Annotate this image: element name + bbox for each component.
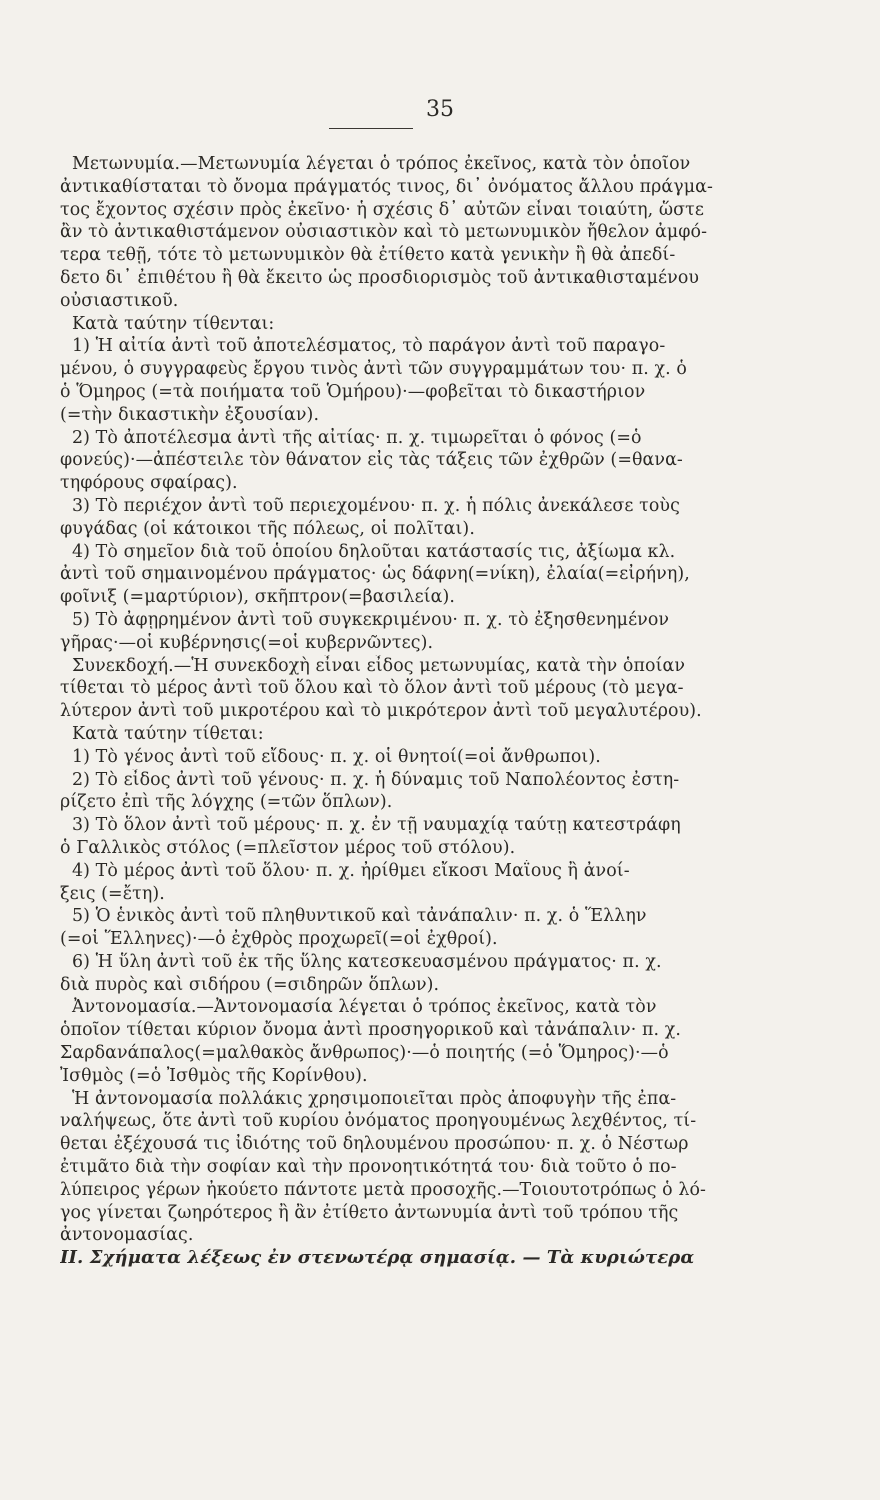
- text-line: φονεύς)·—ἀπέστειλε τὸν θάνατον εἰς τὰς τάξεις τῶν ἐχθρῶν (=θανα-: [60, 450, 683, 471]
- text-line: Ἀντονομασία.—Ἀντονομασία λέγεται ὁ τρόπος ἐκεῖνος, κατὰ τὸν: [72, 997, 657, 1018]
- text-line: ναλήψεως, ὅτε ἀντὶ τοῦ κυρίου ὀνόματος προηγουμένως λεχθέντος, τί-: [60, 1111, 697, 1132]
- page-number-rule: [329, 128, 413, 129]
- text-line: γῆρας·—οἱ κυβέρνησις(=οἱ κυβερνῶντες).: [60, 632, 434, 653]
- text-line: τηφόρους σφαίρας).: [60, 473, 238, 494]
- text-line: ὁ Γαλλικὸς στόλος (=πλεῖστον μέρος τοῦ στόλου).: [60, 837, 516, 858]
- text-line: Συνεκδοχή.—Ἡ συνεκδοχὴ εἶναι εἶδος μετωνυμίας, κατὰ τὴν ὁποίαν: [72, 655, 686, 676]
- text-line: Ἡ ἀντονομασία πολλάκις χρησιμοποιεῖται πρὸς ἀποφυγὴν τῆς ἐπα-: [72, 1088, 677, 1109]
- text-line: ἀντονομασίας.: [60, 1225, 194, 1246]
- text-line: τος ἔχοντος σχέσιν πρὸς ἐκεῖνο· ἡ σχέσις δ᾽ αὐτῶν εἶναι τοιαύτη, ὥστε: [60, 199, 704, 220]
- text-line: 3) Τὸ περιέχον ἀντὶ τοῦ περιεχομένου· π. χ. ἡ πόλις ἀνεκάλεσε τοὺς: [72, 495, 680, 516]
- text-line: Σαρδανάπαλος(=μαλθακὸς ἄνθρωπος)·—ὁ ποιητής (=ὁ Ὅμηρος)·—ὁ: [60, 1043, 669, 1064]
- text-line: (=οἱ Ἕλληνες)·—ὁ ἐχθρὸς προχωρεῖ(=οἱ ἐχθροί).: [60, 929, 498, 950]
- text-line: γος γίνεται ζωηρότερος ἢ ἂν ἐτίθετο ἀντωνυμία ἀντὶ τοῦ τρόπου τῆς: [60, 1202, 679, 1223]
- text-line: ἂν τὸ ἀντικαθιστάμενον οὐσιαστικὸν καὶ τὸ μετωνυμικὸν ἤθελον ἀμφό-: [60, 222, 708, 243]
- text-line: (=τὴν δικαστικὴν ἐξουσίαν).: [60, 404, 320, 425]
- text-line: ἀντικαθίσταται τὸ ὄνομα πράγματός τινος, δι᾽ ὀνόματος ἄλλου πράγμα-: [60, 176, 713, 197]
- text-line: μένου, ὁ συγγραφεὺς ἔργου τινὸς ἀντὶ τῶν συγγραμμάτων του· π. χ. ὁ: [60, 359, 687, 380]
- text-line: Κατὰ ταύτην τίθενται:: [72, 313, 275, 334]
- text-line: ἐτιμᾶτο διὰ τὴν σοφίαν καὶ τὴν προνοητικότητά του· διὰ τοῦτο ὁ πο-: [60, 1157, 677, 1178]
- text-line: ἀντὶ τοῦ σημαινομένου πράγματος· ὡς δάφνη(=νίκη), ἐλαία(=εἰρήνη),: [60, 564, 690, 585]
- text-line: ξεις (=ἔτη).: [60, 883, 165, 904]
- text-line: θεται ἐξέχουσά τις ἰδιότης τοῦ δηλουμένου προσώπου· π. χ. ὁ Νέστωρ: [60, 1134, 689, 1155]
- section-heading-line: ΙΙ. Σχήματα λέξεως ἐν στενωτέρᾳ σημασίᾳ. — Τὰ κυριώτερα: [60, 1247, 695, 1269]
- text-line: Ἰσθμὸς (=ὁ Ἰσθμὸς τῆς Κορίνθου).: [60, 1065, 368, 1086]
- text-line: διὰ πυρὸς καὶ σιδήρου (=σιδηρῶν ὅπλων).: [60, 974, 440, 995]
- text-line: τίθεται τὸ μέρος ἀντὶ τοῦ ὅλου καὶ τὸ ὅλον ἀντὶ τοῦ μέρους (τὸ μεγα-: [60, 678, 684, 699]
- text-line: οὐσιαστικοῦ.: [60, 290, 179, 311]
- text-line: ὁ Ὅμηρος (=τὰ ποιήματα τοῦ Ὁμήρου)·—φοβεῖται τὸ δικαστήριον: [60, 381, 646, 402]
- text-line: 1) Ἡ αἰτία ἀντὶ τοῦ ἀποτελέσματος, τὸ παράγον ἀντὶ τοῦ παραγο-: [72, 336, 666, 357]
- text-line: 2) Τὸ εἶδος ἀντὶ τοῦ γένους· π. χ. ἡ δύναμις τοῦ Ναπολέοντος ἐστη-: [72, 769, 680, 790]
- text-line: 1) Τὸ γένος ἀντὶ τοῦ εἴδους· π. χ. οἱ θνητοί(=οἱ ἄνθρωποι).: [72, 746, 601, 767]
- text-line: 5) Τὸ ἀφῃρημένον ἀντὶ τοῦ συγκεκριμένου· π. χ. τὸ ἐξησθενημένον: [72, 609, 670, 630]
- text-line: 6) Ἡ ὕλη ἀντὶ τοῦ ἐκ τῆς ὕλης κατεσκευασμένου πράγματος· π. χ.: [72, 951, 662, 972]
- text-line: ρίζετο ἐπὶ τῆς λόγχης (=τῶν ὅπλων).: [60, 792, 393, 813]
- text-line: λύπειρος γέρων ἠκούετο πάντοτε μετὰ προσοχῆς.—Τοιουτοτρόπως ὁ λό-: [60, 1179, 707, 1200]
- text-line: 4) Τὸ σημεῖον διὰ τοῦ ὁποίου δηλοῦται κατάστασίς τις, ἀξίωμα κλ.: [72, 541, 676, 562]
- text-line: 3) Τὸ ὅλον ἀντὶ τοῦ μέρους· π. χ. ἐν τῇ ναυμαχίᾳ ταύτῃ κατεστράφη: [72, 815, 681, 836]
- text-line: φυγάδας (οἱ κάτοικοι τῆς πόλεως, οἱ πολῖται).: [60, 518, 475, 539]
- text-line: δετο δι᾽ ἐπιθέτου ἢ θὰ ἔκειτο ὡς προσδιορισμὸς τοῦ ἀντικαθισταμένου: [60, 267, 700, 288]
- text-line: λύτερον ἀντὶ τοῦ μικροτέρου καὶ τὸ μικρότερον ἀντὶ τοῦ μεγαλυτέρου).: [60, 701, 702, 722]
- text-line: 4) Τὸ μέρος ἀντὶ τοῦ ὅλου· π. χ. ἠρίθμει εἴκοσι Μαΐους ἢ ἀνοί-: [72, 860, 630, 881]
- text-line: ὁποῖον τίθεται κύριον ὄνομα ἀντὶ προσηγορικοῦ καὶ τἀνάπαλιν· π. χ.: [60, 1020, 682, 1041]
- text-line: Κατὰ ταύτην τίθεται:: [72, 723, 264, 744]
- text-line: τερα τεθῇ, τότε τὸ μετωνυμικὸν θὰ ἐτίθετο κατὰ γενικὴν ἢ θὰ ἀπεδί-: [60, 245, 676, 266]
- body-text: [60, 153, 730, 1270]
- text-line: 2) Τὸ ἀποτέλεσμα ἀντὶ τῆς αἰτίας· π. χ. τιμωρεῖται ὁ φόνος (=ὁ: [72, 427, 642, 448]
- text-line: Μετωνυμία.—Μετωνυμία λέγεται ὁ τρόπος ἐκεῖνος, κατὰ τὸν ὁποῖον: [72, 154, 691, 174]
- text-line: 5) Ὁ ἑνικὸς ἀντὶ τοῦ πληθυντικοῦ καὶ τἀνάπαλιν· π. χ. ὁ Ἕλλην: [72, 906, 647, 927]
- text-line: φοῖνιξ (=μαρτύριον), σκῆπτρον(=βασιλεία).: [60, 587, 456, 608]
- page-number: 35: [426, 97, 454, 122]
